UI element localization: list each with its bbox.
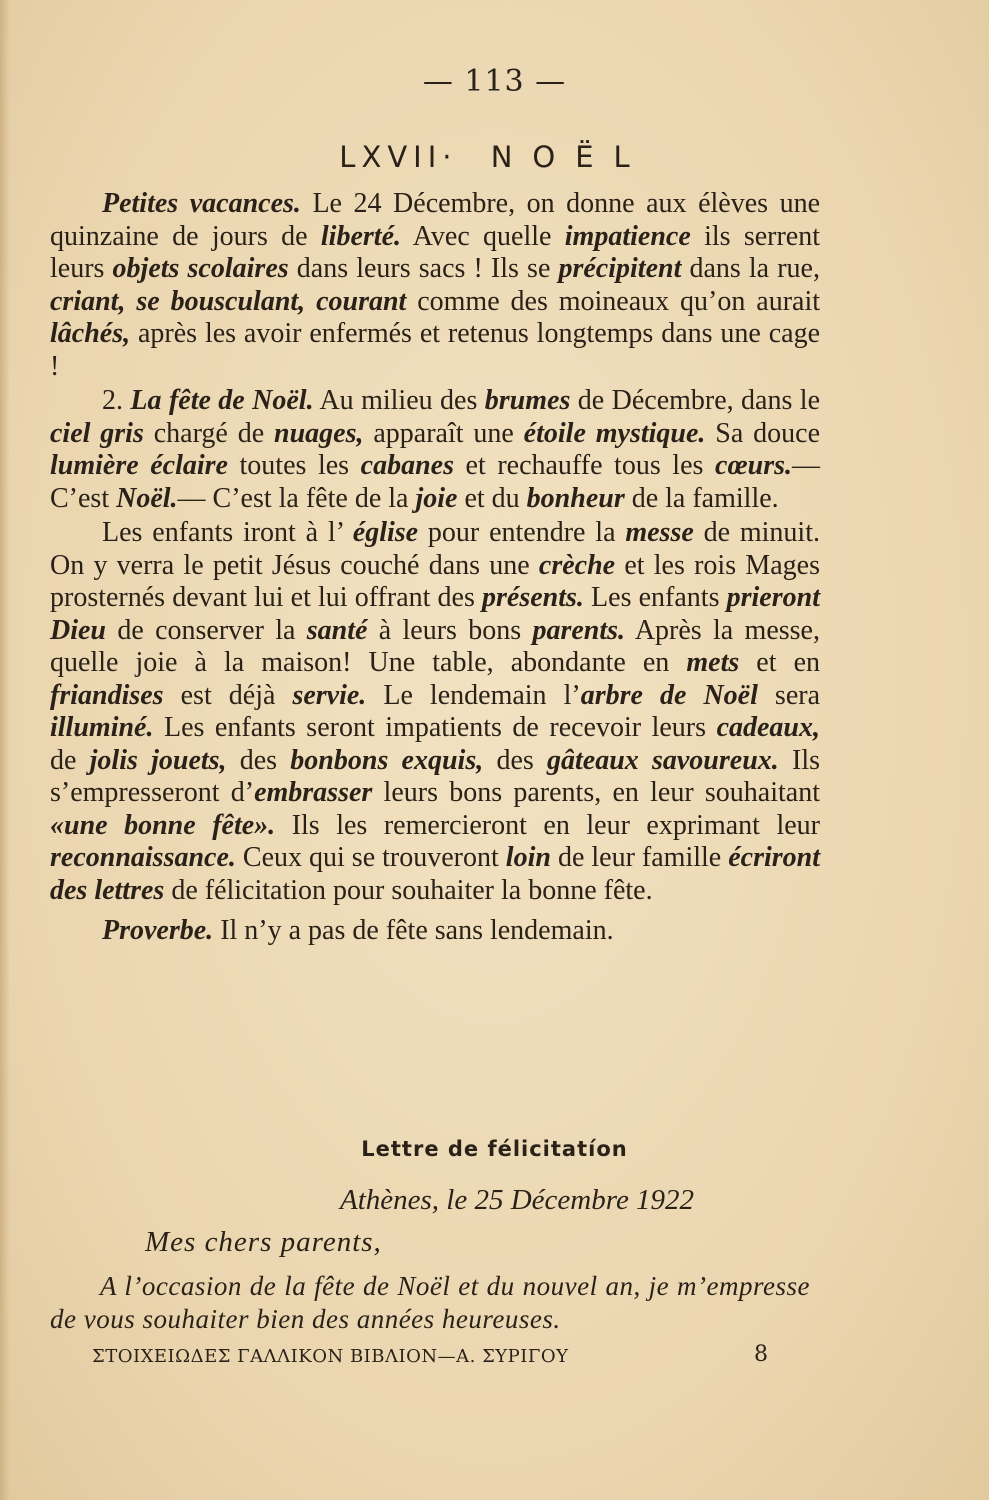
body-text: et rechauffe tous les bbox=[453, 450, 715, 481]
keyword-text: objets scolaires bbox=[112, 253, 289, 284]
body-text: Le 24 Décembre, on donne aux élèves une quinzaine de jours de bbox=[50, 188, 821, 252]
paragraph-proverbe bbox=[50, 915, 820, 948]
page-number: — 113 — bbox=[422, 64, 567, 99]
keyword-text: Noël. bbox=[116, 482, 178, 514]
body-text: de conserver la bbox=[106, 614, 307, 646]
body-text: sera bbox=[757, 679, 820, 711]
body-text: comme des moineaux qu’on aurait bbox=[406, 285, 821, 317]
keyword-text: brumes bbox=[484, 385, 571, 416]
page-edge-shadow bbox=[0, 0, 10, 1500]
keyword-text: présents. bbox=[482, 582, 584, 613]
body-text: Après la messe, quelle joie à la maison! Une table, abondante en bbox=[50, 614, 820, 678]
body-text: pour entendre la bbox=[418, 517, 626, 548]
body-text: de bbox=[50, 744, 90, 776]
keyword-text: loin bbox=[505, 842, 551, 873]
body-text: est déjà bbox=[163, 679, 293, 711]
body-text: de félicitation pour souhaiter la bonne fête. bbox=[164, 874, 653, 906]
paragraph-les-enfants bbox=[50, 517, 820, 907]
body-text: Les enfants seront impatients de recevoir leurs bbox=[153, 712, 717, 743]
keyword-text: précipitent bbox=[558, 253, 682, 284]
keyword-text: Petites vacances. bbox=[102, 188, 301, 219]
keyword-text: messe bbox=[625, 517, 694, 548]
keyword-text: liberté. bbox=[320, 220, 401, 252]
keyword-text: lâchés, bbox=[50, 318, 131, 349]
letter-dateline: Athènes, le 25 Décembre 1922 bbox=[340, 1184, 695, 1216]
body-text: et les rois Mages prosternés devant lui et lui offrant des bbox=[50, 549, 820, 613]
keyword-text: Proverbe. bbox=[102, 915, 214, 946]
keyword-text: bonbons exquis, bbox=[290, 744, 484, 776]
body-text bbox=[305, 286, 316, 317]
keyword-text: criant, se bousculant, bbox=[50, 285, 306, 317]
body-text: Les enfants iront à l’ bbox=[102, 517, 353, 548]
chapter-name: NOËL bbox=[490, 140, 650, 174]
body-text: Le lendemain l’ bbox=[366, 679, 581, 711]
body-text: Ils les remercieront en leur exprimant leur bbox=[275, 809, 820, 841]
body-text: Il n’y a pas de fête sans lendemain. bbox=[213, 915, 614, 946]
body-text: des bbox=[483, 744, 547, 776]
footer-book-title: ΣΤΟΙΧΕΙΩΔΕΣ ΓΑΛΛΙΚΟΝ ΒΙΒΛΙΟΝ—Α. ΣΥΡΙΓΟΥ bbox=[92, 1346, 569, 1367]
body-text: apparaît une bbox=[363, 417, 524, 449]
body-text: Avec quelle bbox=[401, 220, 565, 252]
keyword-text: église bbox=[352, 517, 419, 548]
chapter-title bbox=[0, 140, 989, 174]
keyword-text: santé bbox=[306, 614, 368, 646]
signature-mark: 8 bbox=[754, 1342, 768, 1367]
paragraph-petites-vacances bbox=[50, 188, 820, 383]
keyword-text: cabanes bbox=[360, 450, 454, 481]
keyword-text: La fête de Noël. bbox=[130, 385, 314, 416]
keyword-text: parents. bbox=[532, 614, 626, 646]
body-text: leurs bons parents, en leur souhaitant bbox=[372, 777, 821, 808]
keyword-text: impatience bbox=[564, 220, 691, 252]
keyword-text: étoile mystique. bbox=[523, 417, 706, 449]
paragraph-fete-de-noel bbox=[50, 385, 820, 515]
keyword-text: joie bbox=[415, 482, 458, 514]
keyword-text: reconnaissance. bbox=[50, 842, 236, 873]
keyword-text: lumière éclaire bbox=[50, 450, 228, 481]
letter-salutation: Mes chers parents, bbox=[145, 1226, 382, 1258]
body-text: toutes les bbox=[227, 450, 361, 481]
keyword-text: cœurs. bbox=[714, 450, 792, 481]
keyword-text: «une bonne fête». bbox=[50, 809, 276, 841]
body-text: Ils s’empresseront d’ bbox=[50, 744, 820, 808]
keyword-text: écriront des lettres bbox=[50, 842, 821, 906]
keyword-text: mets bbox=[686, 647, 740, 678]
body-text: après les avoir enfermés et retenus longtemps dans une cage ! bbox=[50, 318, 820, 382]
body-text: 2. bbox=[102, 385, 131, 416]
body-text: et en bbox=[739, 647, 821, 678]
keyword-text: bonheur bbox=[526, 482, 625, 514]
body-text: —C’est bbox=[50, 450, 820, 514]
keyword-text: gâteaux savoureux. bbox=[546, 744, 779, 776]
keyword-text: courant bbox=[316, 285, 407, 317]
letter-body: A l’occasion de la fête de Noël et du nouvel an, je m’empresse de vous souhaiter bien des années heureuses. bbox=[50, 1271, 810, 1334]
body-text: et du bbox=[457, 482, 527, 514]
body-text: Les enfants bbox=[583, 582, 727, 613]
keyword-text: ciel gris bbox=[50, 417, 144, 449]
keyword-text: prieront Dieu bbox=[50, 582, 820, 646]
keyword-text: cadeaux, bbox=[716, 712, 820, 743]
body-text: de minuit. On y verra le petit Jésus couché dans une bbox=[50, 517, 820, 581]
main-text bbox=[50, 188, 820, 948]
body-text: de leur famille bbox=[550, 842, 729, 873]
keyword-text: friandises bbox=[50, 679, 164, 711]
keyword-text: nuages, bbox=[274, 417, 364, 449]
letter-heading: Lettre de félicitatíon bbox=[361, 1137, 628, 1161]
keyword-text: embrasser bbox=[254, 777, 373, 808]
body-text: de la famille. bbox=[624, 482, 779, 514]
chapter-number: LXVII· bbox=[339, 140, 458, 174]
keyword-text: jolis jouets, bbox=[89, 744, 227, 776]
body-text: dans leurs sacs ! Ils se bbox=[288, 253, 559, 284]
keyword-text: crèche bbox=[538, 549, 616, 581]
body-text: Au milieu des bbox=[313, 385, 485, 416]
body-text: Ceux qui se trouveront bbox=[235, 842, 506, 873]
body-text: chargé de bbox=[143, 417, 274, 449]
keyword-text: servie. bbox=[292, 679, 367, 711]
body-text: dans la rue, bbox=[681, 253, 820, 284]
keyword-text: illuminé. bbox=[50, 712, 154, 743]
body-text: de Décembre, dans le bbox=[570, 385, 821, 416]
body-text: des bbox=[226, 744, 291, 776]
body-text: ils serrent leurs bbox=[50, 220, 821, 284]
keyword-text: arbre de Noël bbox=[580, 679, 758, 711]
body-text: — C’est la fête de la bbox=[177, 482, 416, 514]
body-text: à leurs bons bbox=[367, 614, 533, 646]
body-text: Sa douce bbox=[705, 417, 820, 449]
